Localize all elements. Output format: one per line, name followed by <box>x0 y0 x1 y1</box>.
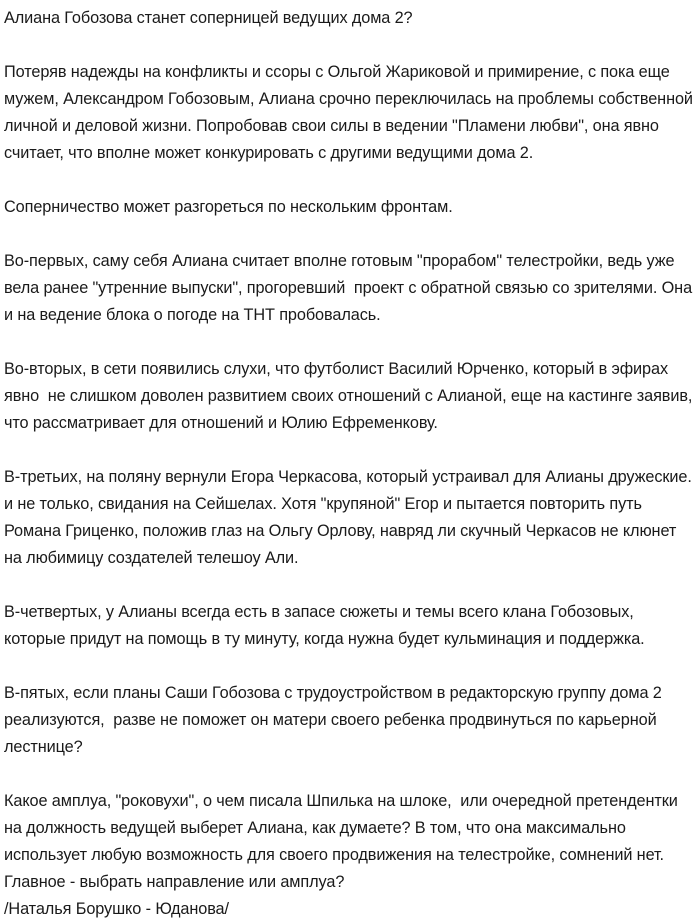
article-paragraph-1: Потеряв надежды на конфликты и ссоры с Ольгой Жариковой и примирение, с пока еще мужем, Александром Гобозовым, Алиана срочно переключилась на проблемы собственной личной и деловой жизни. Попробовав свои силы в ведении "Пламени любви", она явно считает, что вполне может конкурировать с другими ведущими дома 2. <box>4 63 698 162</box>
article-signature: /Наталья Борушко - Юданова/ <box>4 900 229 918</box>
article-paragraph-8: Какое амплуа, "роковухи", о чем писала Шпилька на шлоке, или очередной претендентки на должность ведущей выберет Алиана, как думаете? В том, что она максимально использует любую возможность для своего продвижения на телестройке, сомнений нет. Главное - выбрать направление или амплуа? <box>4 792 683 891</box>
article-paragraph-6: В-четвертых, у Алианы всегда есть в запасе сюжеты и темы всего клана Гобозовых, которые придут на помощь в ту минуту, когда нужна будет кульминация и поддержка. <box>4 603 645 648</box>
article-paragraph-3: Во-первых, саму себя Алиана считает вполне готовым "прорабом" телестройки, ведь уже вела ранее "утренние выпуски", прогоревший проект с обратной связью со зрителями. Она и на ведение блока о погоде на ТНТ пробовалась. <box>4 252 697 324</box>
article-paragraph-5: В-третьих, на поляну вернули Егора Черкасова, который устраивал для Алианы дружеские. и не только, свидания на Сейшелах. Хотя "крупяной" Егор и пытается повторить путь Романа Гриценко, положив глаз на Ольгу Орлову, навряд ли скучный Черкасов не клюнет на любимицу создателей телешоу Али. <box>4 468 697 567</box>
page-title: Алиана Гобозова станет соперницей ведущих дома 2? <box>4 9 413 27</box>
article-paragraph-4: Во-вторых, в сети появились слухи, что футболист Василий Юрченко, который в эфирах явно не слишком доволен развитием своих отношений с Алианой, еще на кастинге заявив, что рассматривает для отношений и Юлию Ефременкову. <box>4 360 697 432</box>
article-paragraph-7: В-пятых, если планы Саши Гобозова с трудоустройством в редакторскую группу дома 2 реализуются, разве не поможет он матери своего ребенка продвинуться по карьерной лестнице? <box>4 684 667 756</box>
article-paragraph-2: Соперничество может разгореться по нескольким фронтам. <box>4 198 453 216</box>
